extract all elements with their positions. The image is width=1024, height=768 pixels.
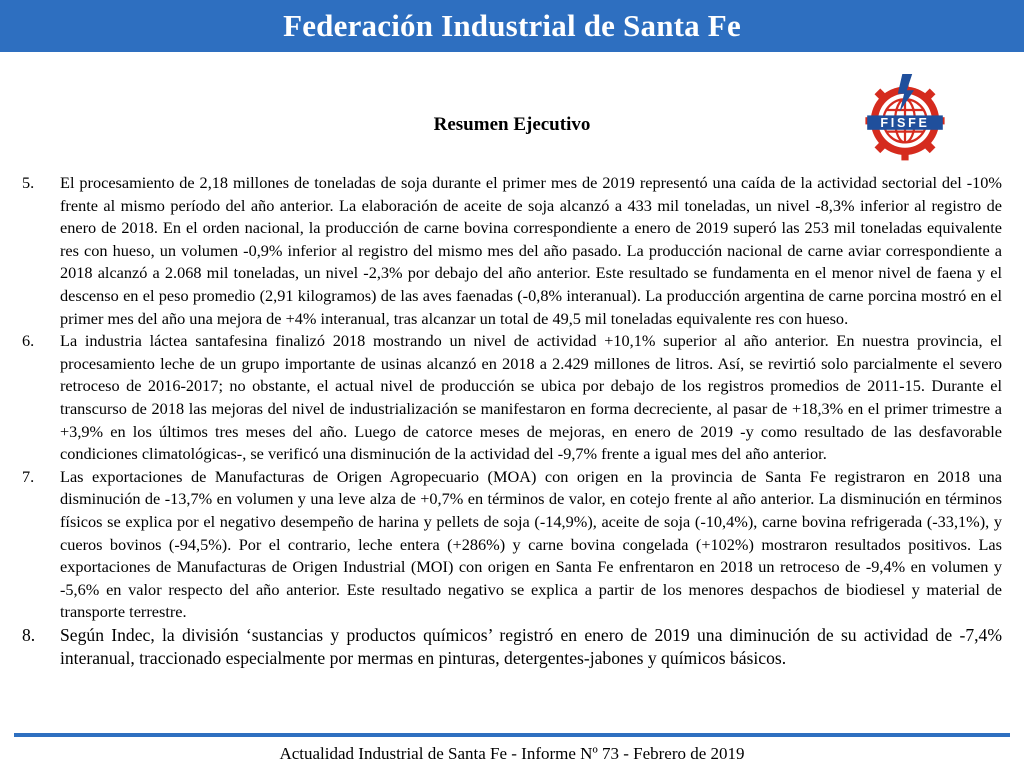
page-title: Federación Industrial de Santa Fe xyxy=(283,8,741,43)
footer-divider xyxy=(14,733,1010,737)
footer-text: Actualidad Industrial de Santa Fe - Informe Nº 73 - Febrero de 2019 xyxy=(279,744,745,763)
executive-summary-list xyxy=(22,172,1002,670)
list-item xyxy=(22,172,1002,330)
list-item xyxy=(22,466,1002,624)
section-title: Resumen Ejecutivo xyxy=(433,114,591,135)
item-number: 6. xyxy=(22,331,35,351)
item-number: 7. xyxy=(22,466,35,486)
item-number: 5. xyxy=(22,173,35,192)
list-item xyxy=(22,624,1002,670)
item-text: La industria láctea santafesina finalizó 2018 mostrando un nivel de actividad +10,1% superior al año anterior. En nuestra provincia, el procesamiento leche de un grupo importante de usinas alcanzó en 2018 a 2.429 millones de litros. Así, se revirtió solo parcialmente el severo retroceso de 2016-2017; no obstante, el actual nivel de producción se ubica por debajo de los registros promedios de 2011-15. Durante el transcurso de 2018 las mejoras del nivel de industrialización se manifestaron en forma decreciente, al pasar de +18,3% en el primer trimestre a +3,9% en los últimos tres meses del año. Luego de catorce meses de mejoras, en enero de 2019 -y como resultado de las desfavorable condiciones climatológicas-, se verificó una disminución de la actividad del -9,7% frente a igual mes del año anterior. xyxy=(60,331,1002,464)
item-text: Las exportaciones de Manufacturas de Origen Agropecuario (MOA) con origen en la provincia de Santa Fe registraron en 2018 una disminución de -13,7% en volumen y una leve alza de +0,7% en términos de valor, en cotejo frente al año anterior. La disminución en términos físicos se explica por el negativo desempeño de harina y pellets de soja (-14,9%), aceite de soja (-10,4%), carne bovina refrigerada (-33,1%), y cueros bovinos (-94,5%). Por el contrario, leche entera (+286%) y carne bovina congelada (+102%) mostraron resultados positivos. Las exportaciones de Manufacturas de Origen Industrial (MOI) con origen en Santa Fe enfrentaron en 2018 un retroceso de -9,4% en volumen y -5,6% en valor respecto del año anterior. Este resultado negativo se explica a partir de los menores despachos de biodiesel y material de transporte terrestre. xyxy=(60,466,1002,622)
item-text: El procesamiento de 2,18 millones de toneladas de soja durante el primer mes de 2019 representó una caída de la actividad sectorial del -10% frente al mismo período del año anterior. La elaboración de aceite de soja alcanzó a 433 mil toneladas, un nivel -8,3% inferior al registro de enero de 2018. En el orden nacional, la producción de carne bovina correspondiente a enero de 2019 superó las 253 mil toneladas equivalente res con hueso, un volumen -0,9% inferior al registro del mismo mes del año pasado. La producción nacional de carne aviar correspondiente a 2018 alcanzó a 2.068 mil toneladas, un nivel -2,3% por debajo del año anterior. Este resultado se fundamenta en el menor nivel de faena y el descenso en el peso promedio (2,91 kilogramos) de las aves faenadas (-0,8% interanual). La producción argentina de carne porcina mostró en el primer mes del año una mejora de +4% interanual, tras alcanzar un total de 49,5 mil toneladas equivalente res con hueso. xyxy=(60,173,1002,328)
header-bar xyxy=(0,0,1024,52)
item-number: 8. xyxy=(22,624,36,645)
item-text: Según Indec, la división ‘sustancias y productos químicos’ registró en enero de 2019 una diminución de su actividad de -7,4% interanual, traccionado especialmente por mermas en pinturas, detergentes-jabones y químicos básicos. xyxy=(60,624,1002,668)
list-item xyxy=(22,330,1002,466)
svg-text:FISFE: FISFE xyxy=(880,116,930,131)
